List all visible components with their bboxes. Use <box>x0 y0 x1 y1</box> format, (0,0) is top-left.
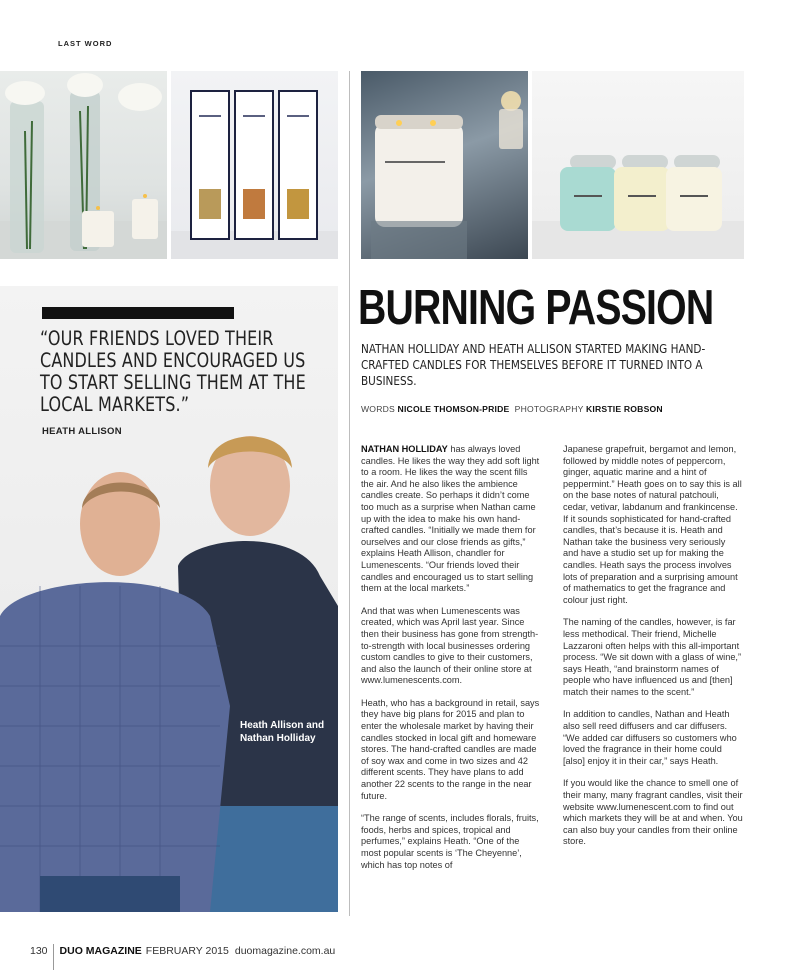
page-number: 130 <box>30 945 48 957</box>
small-jars-photo <box>532 71 744 259</box>
headline: BURNING PASSION <box>358 281 714 335</box>
credits <box>361 404 663 414</box>
vases-candles-photo <box>0 71 167 259</box>
paragraph: And that was when Lumenescents was created, which was April last year. Since then their business has gone from strength-to-strength with local businesses ordering custom candles to give to their customers, and also the launch of their online store at www.lumenescents.com. <box>361 605 539 686</box>
paragraph: The naming of the candles, however, is far less methodical. Their friend, Michelle Lazzaroni often helps with this all-important process. “We sit down with a glass of wine,” says Heath, “and brainstorm names of people who have influenced us and [then] match their names to the scent.” <box>563 617 742 697</box>
paragraph <box>361 444 541 595</box>
writer-name: NICOLE THOMSON-PRIDE <box>397 404 510 414</box>
paragraph: Heath, who has a background in retail, says they have big plans for 2015 and plan to enter the wholesale market by having their candles stocked in local gift and homeware stores. The hand-crafted candles are made of soy wax and come in two sizes and 42 different scents. They have plans to add another 22 scents to the range in the near future. <box>361 697 540 801</box>
quote-bar <box>42 307 234 319</box>
photo-caption: Heath Allison and Nathan Holliday <box>240 720 325 744</box>
paragraph: Japanese grapefruit, bergamot and lemon, followed by middle notes of peppercorn, ginger, aquatic marine and a hint of peppermint.” Heath goes on to say this is all on the base notes of natural patchouli, cedar, vetivar, labdanum and frankincense. <box>563 444 742 512</box>
paragraph: In addition to candles, Nathan and Heath also sell reed diffusers and car diffusers. “We added car diffusers so customers who loved the fragrance in their home could [also] enjoy it in their car,” says Heath. <box>563 709 737 766</box>
body-column-1 <box>361 444 541 882</box>
pull-quote: “OUR FRIENDS LOVED THEIR CANDLES AND ENCOURAGED US TO START SELLING THEM AT THE LOCAL MARKETS.” <box>40 327 306 416</box>
lit-candle-photo <box>361 71 528 259</box>
paragraph: If it sounds sophisticated for hand-crafted candles, that’s because it is. Heath and Nathan take the business very seriously and have a studio set up for making the candles. Heath says the process involves lots of preparation and a surprising amount of mathematics to get the fragrance and colour just right. <box>563 513 738 605</box>
standfirst: NATHAN HOLLIDAY AND HEATH ALLISON STARTED MAKING HAND-CRAFTED CANDLES FOR THEMSELVES BEFORE IT TURNED INTO A BUSINESS. <box>361 341 706 388</box>
page-footer <box>30 934 335 968</box>
issue-date: FEBRUARY 2015 <box>145 945 229 957</box>
photo-label: PHOTOGRAPHY <box>514 404 584 414</box>
section-label: LAST WORD <box>58 39 113 48</box>
words-label: WORDS <box>361 404 395 414</box>
paragraph: “The range of scents, includes florals, fruits, foods, herbs and spices, tropical and perfumes,” explains Heath. “One of the most popular scents is ‘The Cheyenne’, which has top notes of <box>361 813 539 870</box>
photographer-name: KIRSTIE ROBSON <box>585 404 663 414</box>
paragraph-text: has always loved candles. He likes the way they add soft light to a room. He likes the way the scent fills the air. And he also likes the ambience candles create. So perhaps it didn’t come too much as a surprise when Nathan came up with the idea to make his own hand-crafted candles. “Initially we made them for ourselves and our close friends as gifts,” explains Heath Allison, chandler for Lumenescents. “Our friends loved their candles and encouraged us to start selling them at the local markets.” <box>361 444 540 594</box>
diffuser-boxes-photo <box>171 71 338 259</box>
footer-rule <box>53 944 54 970</box>
column-divider <box>349 71 350 916</box>
lead-in: NATHAN HOLLIDAY <box>361 444 448 454</box>
paragraph: If you would like the chance to smell one of their many, many fragrant candles, visit their website www.lumenescent.com to find out which markets they will be at and when. You can also buy your candles from their online store. <box>563 778 743 847</box>
magazine-url: duomagazine.com.au <box>234 945 336 957</box>
quote-author: HEATH ALLISON <box>42 426 122 437</box>
magazine-name: DUO MAGAZINE <box>59 945 142 957</box>
body-column-2 <box>563 444 743 859</box>
